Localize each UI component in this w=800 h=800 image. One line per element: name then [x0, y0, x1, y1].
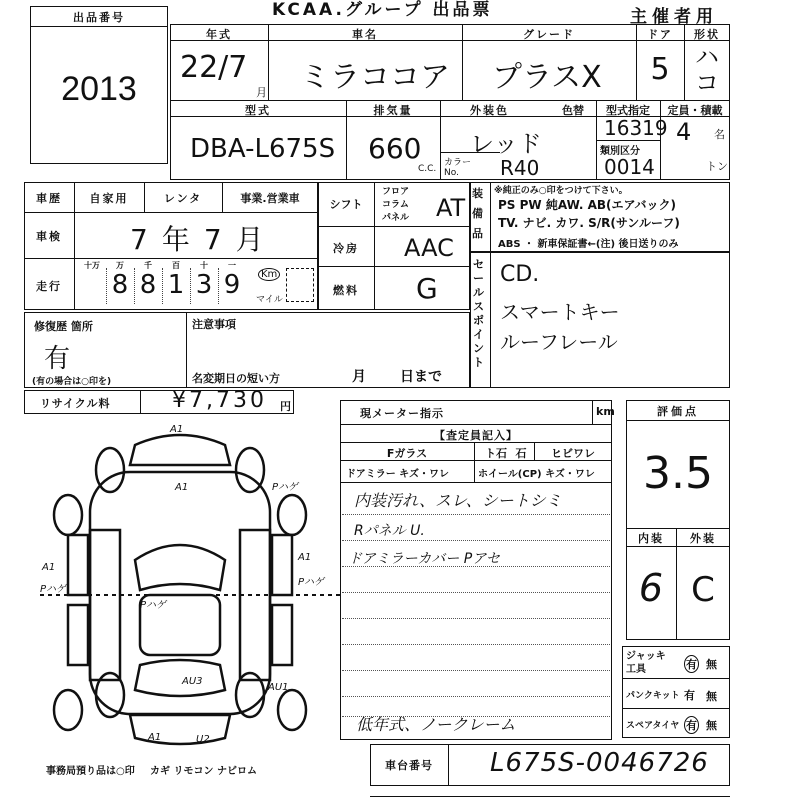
repair-label: 修復歴 箇所	[34, 320, 93, 333]
inspection-label: 車検	[36, 230, 62, 243]
sales-points-label: セールスポイント	[473, 258, 484, 369]
history-label: 車歴	[36, 192, 62, 205]
spare-yes: 有	[684, 716, 699, 734]
sales-point-3: ルーフレール	[500, 330, 618, 354]
equipment-line2: TV. ナビ. カワ. S/R(サンルーフ)	[498, 216, 680, 230]
year-value: 22/7	[180, 50, 248, 85]
mileage-checkbox	[286, 268, 314, 302]
mileage-digit: 3	[195, 270, 213, 300]
mileage-digit: 9	[223, 270, 241, 300]
glass-item-stone: 石	[515, 447, 527, 460]
ac-value: AAC	[404, 234, 454, 262]
exterior-label: 外装	[690, 532, 716, 545]
shift-option-panel: パネル	[382, 213, 410, 223]
grade-value: プラスX	[492, 60, 602, 95]
inspector-note-2: Rパネル U.	[354, 523, 425, 539]
fuel-label: 燃料	[333, 284, 359, 297]
displacement-label: 排気量	[373, 104, 413, 117]
exterior-value: C	[691, 570, 715, 610]
lot-number-label: 出品番号	[73, 11, 125, 24]
office-note: 事務局預り品は○印	[46, 766, 135, 777]
shift-value: AT	[436, 194, 466, 222]
mark-p-hage-left: Pハゲ	[40, 584, 67, 595]
inspector-note-1: 内装汚れ、スレ、シートシミ	[354, 491, 562, 510]
shift-option-floor: フロア	[382, 187, 410, 197]
mile-option: マイル	[256, 295, 283, 305]
fuel-value: G	[416, 272, 438, 305]
capacity-unit: 名	[714, 128, 725, 141]
equipment-line3: ABS ・ 新車保証書←(注) 後日送りのみ	[498, 239, 679, 250]
mark-p-hage-right: Pハゲ	[298, 577, 325, 588]
repair-value: 有	[44, 344, 71, 374]
mark-a1-rear-left: A1	[148, 732, 162, 743]
capacity-label: 定員・積載	[667, 104, 723, 117]
recycle-label: リサイクル料	[40, 397, 111, 410]
mark-p-hage-roof: Pハゲ	[140, 600, 167, 611]
color-no-label: カラーNo.	[444, 158, 472, 178]
interior-value: 6	[638, 566, 664, 610]
lot-number-value: 2013	[61, 70, 137, 108]
year-label: 年式	[206, 28, 232, 41]
sales-point-2: スマートキー	[500, 300, 620, 324]
repair-note: (有の場合は○印を)	[32, 377, 112, 387]
equipment-note: ※純正のみ○印をつけて下さい。	[494, 186, 628, 196]
car-name-label: 車名	[352, 28, 378, 41]
inspection-value: 7年7月	[130, 223, 278, 256]
spare-no: 無	[706, 719, 717, 732]
door-value: 5	[650, 52, 670, 87]
model-value: DBA-L675S	[190, 134, 336, 164]
glass-item-crack: ヒビワレ	[551, 447, 595, 460]
grade-label: グレード	[523, 28, 575, 41]
equipment-line1: PS PW 純AW. AB(エアバック)	[498, 198, 677, 212]
car-name-value: ミラココア	[300, 60, 450, 95]
mirror-label: ドアミラー キズ・ワレ	[346, 469, 449, 480]
mark-a1-right: A1	[298, 552, 312, 563]
ext-color-value: レッド	[470, 130, 542, 158]
puncture-yes: 有	[684, 689, 695, 702]
mileage-digit-label: 一	[228, 261, 236, 270]
car-damage-diagram	[40, 420, 340, 760]
jack-no: 無	[706, 658, 717, 671]
recycle-unit: 円	[280, 400, 291, 413]
mileage-digit: 8	[111, 270, 129, 300]
mileage-digit-label: 千	[144, 261, 152, 270]
inspector-note-3: ドアミラーカバー Pアセ	[348, 551, 501, 567]
assessor-section-label: 【査定員記入】	[434, 429, 518, 442]
glass-label: Fガラス	[386, 447, 428, 460]
recycle-value: ¥7,730	[172, 388, 267, 413]
model-label: 型式	[245, 104, 271, 117]
cc-unit: C.C.	[418, 164, 437, 174]
shape-label: 形状	[694, 28, 720, 41]
type-spec-value: 16319	[604, 116, 668, 140]
business-use-label: 事業.営業車	[240, 192, 300, 205]
office-items: カギ リモコン ナビロム	[150, 766, 257, 777]
glass-item-tobi: ト石	[485, 447, 507, 460]
equipment-label: 装備品	[472, 187, 483, 240]
ext-color-label: 外装色	[470, 104, 509, 117]
mark-a1-hood: A1	[170, 424, 184, 435]
shape-value: ハコ	[695, 43, 719, 97]
mileage-digit-label: 十	[200, 261, 208, 270]
form-title: KCAA.グループ 出品票	[272, 0, 493, 20]
rental-label: レンタ	[163, 192, 203, 205]
chassis-value: L675S-0046726	[490, 748, 709, 778]
expiry-label: 名変期日の短い方	[192, 372, 280, 385]
owner-copy-label: 主催者用	[630, 7, 718, 27]
expiry-month-label: 月	[352, 369, 366, 385]
spare-tire-label: スペアタイヤ	[626, 721, 680, 731]
mileage-label: 走行	[36, 280, 62, 293]
ac-label: 冷房	[333, 242, 359, 255]
puncture-kit-label: パンクキット	[626, 691, 680, 701]
month-suffix: 月	[256, 86, 267, 99]
mileage-digit-label: 十万	[84, 261, 100, 270]
mark-u2-rear: U2	[196, 734, 210, 745]
class-value: 0014	[604, 155, 655, 179]
mileage-digit: 1	[167, 270, 185, 300]
jack-label: ジャッキ工具	[626, 651, 666, 675]
mark-au1-rear-right: AU1	[268, 682, 289, 693]
puncture-no: 無	[706, 690, 717, 703]
type-spec-label: 型式指定	[606, 104, 650, 117]
load-unit: トン	[706, 160, 728, 173]
score-label: 評価点	[657, 405, 699, 418]
expiry-day-label: 日まで	[400, 369, 442, 385]
door-label: ドア	[647, 28, 673, 41]
color-change-label: 色替	[562, 104, 584, 117]
wheel-label: ホイール(CP) キズ・ワレ	[478, 469, 595, 480]
shift-option-column: コラム	[382, 200, 409, 210]
inspector-note-4: 低年式、ノークレーム	[356, 715, 516, 734]
mileage-digit: 8	[139, 270, 157, 300]
mark-a1-bumper: A1	[175, 482, 189, 493]
shift-label: シフト	[329, 198, 363, 211]
class-label: 類別区分	[600, 146, 640, 157]
score-value: 3.5	[643, 448, 713, 499]
sales-point-1: CD.	[500, 262, 540, 287]
interior-label: 内装	[638, 532, 664, 545]
km-option: Km	[258, 268, 280, 281]
capacity-value: 4	[676, 118, 692, 146]
mark-p-hage-front-right: Pハゲ	[272, 482, 299, 493]
displacement-value: 660	[368, 132, 422, 165]
mileage-digit-label: 百	[172, 261, 180, 270]
notice-label: 注意事項	[192, 318, 236, 331]
chassis-label: 車台番号	[385, 759, 433, 772]
mark-au3-rear: AU3	[182, 676, 203, 687]
meter-km-unit: km	[596, 405, 615, 418]
color-no-value: R40	[500, 156, 540, 180]
mileage-digit-label: 万	[116, 261, 124, 270]
private-use-label: 自家用	[89, 192, 129, 205]
jack-yes: 有	[684, 655, 699, 673]
meter-label: 現メーター指示	[360, 407, 444, 420]
mark-a1-left: A1	[42, 562, 56, 573]
